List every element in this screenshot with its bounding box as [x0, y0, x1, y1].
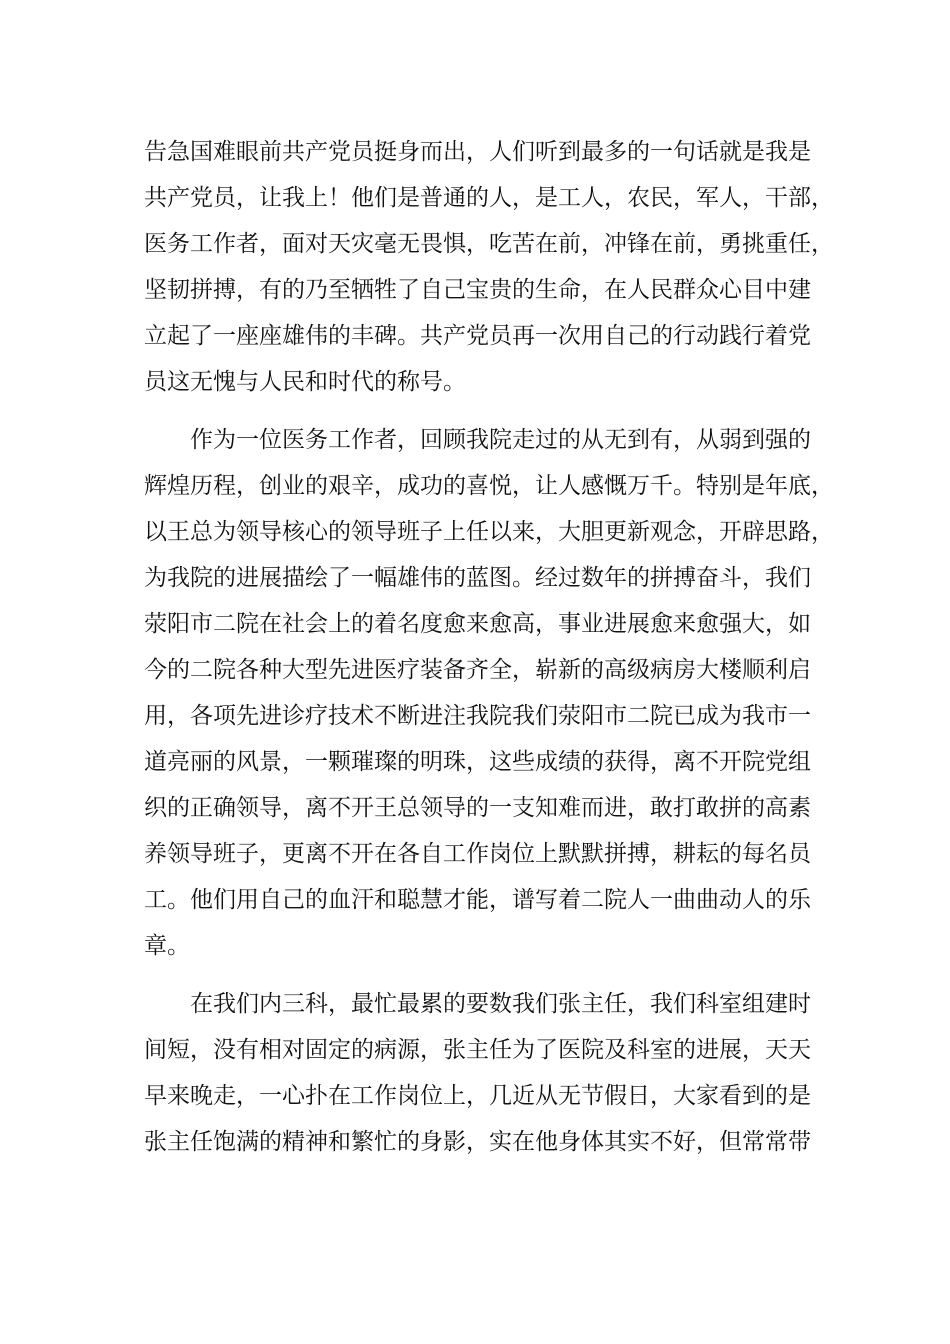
- text-line: 间短，没有相对固定的病源，张主任为了医院及科室的进展，天天: [144, 1037, 811, 1063]
- text-line-indented: 在我们内三科，最忙最累的要数我们张主任，我们科室组建时: [190, 991, 811, 1017]
- text-line: 以王总为领导核心的领导班子上任以来，大胆更新观念，开辟思路，: [144, 519, 834, 545]
- text-line: 用，各项先进诊疗技术不断进注我院我们荥阳市二院已成为我市一: [144, 703, 811, 729]
- text-line: 为我院的进展描绘了一幅雄伟的蓝图。经过数年的拼搏奋斗，我们: [144, 565, 811, 591]
- text-line: 养领导班子，更离不开在各自工作岗位上默默拼搏，耕耘的每名员: [144, 841, 811, 867]
- text-line: 辉煌历程，创业的艰辛，成功的喜悦，让人感慨万千。特别是年底，: [144, 473, 834, 499]
- text-line: 员这无愧与人民和时代的称号。: [144, 369, 466, 395]
- paragraph-spacing: [144, 969, 834, 981]
- text-line-indented: 作为一位医务工作者，回顾我院走过的从无到有，从弱到强的: [190, 427, 811, 453]
- text-line: 共产党员，让我上！他们是普通的人，是工人，农民，军人，干部，: [144, 185, 834, 211]
- text-line: 今的二院各种大型先进医疗装备齐全，崭新的高级病房大楼顺利启: [144, 657, 811, 683]
- text-line: 立起了一座座雄伟的丰碑。共产党员再一次用自己的行动践行着党: [144, 323, 811, 349]
- text-line: 早来晚走，一心扑在工作岗位上，几近从无节假日，大家看到的是: [144, 1083, 811, 1109]
- text-line: 坚韧拼搏，有的乃至牺牲了自己宝贵的生命，在人民群众心目中建: [144, 277, 811, 303]
- text-line: 张主任饱满的精神和繁忙的身影，实在他身体其实不好，但常常带: [144, 1129, 811, 1155]
- paragraph-spacing: [144, 405, 834, 417]
- text-line: 织的正确领导，离不开王总领导的一支知难而进，敢打敢拼的高素: [144, 795, 811, 821]
- text-line: 医务工作者，面对天灾毫无畏惧，吃苦在前，冲锋在前，勇挑重任，: [144, 231, 834, 257]
- text-line: 道亮丽的风景，一颗璀璨的明珠，这些成绩的获得，离不开院党组: [144, 749, 811, 775]
- document-body: [144, 129, 834, 1165]
- paragraph-2: [144, 417, 834, 969]
- text-line: 章。: [144, 933, 190, 959]
- text-line: 荥阳市二院在社会上的着名度愈来愈高，事业进展愈来愈强大，如: [144, 611, 811, 637]
- paragraph-1: [144, 129, 834, 405]
- text-line: 工。他们用自己的血汗和聪慧才能，谱写着二院人一曲曲动人的乐: [144, 887, 811, 913]
- text-line: 告急国难眼前共产党员挺身而出，人们听到最多的一句话就是我是: [144, 139, 811, 165]
- paragraph-3: [144, 981, 834, 1165]
